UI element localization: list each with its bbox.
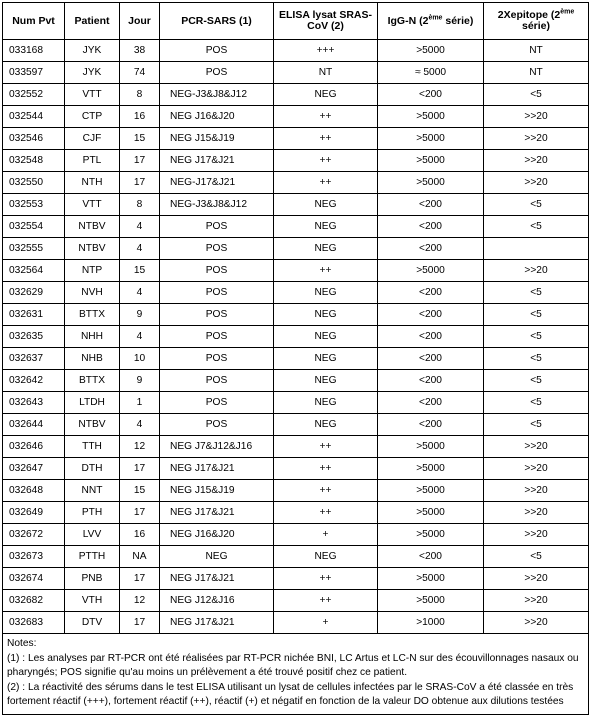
cell-num-pvt: 032554: [3, 216, 65, 238]
cell-2xepitope: >>20: [484, 458, 589, 480]
cell-patient: DTH: [65, 458, 120, 480]
cell-elisa: NEG: [274, 326, 378, 348]
table-row: [3, 84, 589, 106]
table-row: [3, 414, 589, 436]
cell-patient: NHH: [65, 326, 120, 348]
cell-2xepitope: >>20: [484, 150, 589, 172]
cell-iggn: <200: [378, 348, 484, 370]
cell-num-pvt: 032646: [3, 436, 65, 458]
cell-pcr: NEG: [160, 546, 274, 568]
cell-pcr: NEG J17&J21: [160, 150, 274, 172]
cell-2xepitope: >>20: [484, 172, 589, 194]
cell-patient: LTDH: [65, 392, 120, 414]
cell-num-pvt: 032643: [3, 392, 65, 414]
cell-pcr: POS: [160, 216, 274, 238]
cell-patient: BTTX: [65, 370, 120, 392]
cell-elisa: ++: [274, 568, 378, 590]
cell-pcr: POS: [160, 370, 274, 392]
cell-jour: 17: [120, 172, 160, 194]
cell-2xepitope: >>20: [484, 568, 589, 590]
cell-jour: 4: [120, 414, 160, 436]
cell-2xepitope: <5: [484, 216, 589, 238]
cell-elisa: ++: [274, 172, 378, 194]
cell-jour: 12: [120, 436, 160, 458]
cell-patient: NHB: [65, 348, 120, 370]
cell-num-pvt: 032544: [3, 106, 65, 128]
cell-jour: 17: [120, 458, 160, 480]
cell-num-pvt: 032642: [3, 370, 65, 392]
cell-pcr: POS: [160, 392, 274, 414]
cell-patient: PTTH: [65, 546, 120, 568]
cell-2xepitope: <5: [484, 304, 589, 326]
cell-pcr: NEG J17&J21: [160, 458, 274, 480]
cell-jour: 9: [120, 304, 160, 326]
cell-elisa: NEG: [274, 238, 378, 260]
cell-jour: 17: [120, 568, 160, 590]
cell-elisa: NEG: [274, 414, 378, 436]
header-xepi-tail: série): [521, 20, 551, 32]
cell-2xepitope: <5: [484, 348, 589, 370]
cell-patient: PTH: [65, 502, 120, 524]
cell-pcr: NEG-J3&J8&J12: [160, 84, 274, 106]
table-row: [3, 370, 589, 392]
cell-2xepitope: NT: [484, 62, 589, 84]
cell-elisa: ++: [274, 458, 378, 480]
cell-2xepitope: >>20: [484, 612, 589, 634]
cell-patient: DTV: [65, 612, 120, 634]
cell-iggn: >5000: [378, 502, 484, 524]
table-row: [3, 458, 589, 480]
cell-elisa: +++: [274, 40, 378, 62]
cell-patient: NTP: [65, 260, 120, 282]
cell-jour: 12: [120, 590, 160, 612]
cell-patient: VTT: [65, 84, 120, 106]
notes-box: [2, 634, 589, 715]
results-table-container: [2, 2, 588, 715]
cell-iggn: <200: [378, 414, 484, 436]
cell-num-pvt: 032673: [3, 546, 65, 568]
cell-iggn: >5000: [378, 480, 484, 502]
header-xepi-text: 2Xepitope (2: [497, 9, 561, 21]
cell-elisa: NT: [274, 62, 378, 84]
cell-patient: CTP: [65, 106, 120, 128]
table-row: [3, 260, 589, 282]
cell-num-pvt: 032629: [3, 282, 65, 304]
header-pcr: PCR-SARS (1): [160, 3, 274, 40]
table-row: [3, 590, 589, 612]
cell-num-pvt: 032647: [3, 458, 65, 480]
cell-2xepitope: >>20: [484, 502, 589, 524]
header-iggn-text: IgG-N (2: [387, 14, 429, 27]
cell-patient: NTH: [65, 172, 120, 194]
cell-num-pvt: 032564: [3, 260, 65, 282]
cell-patient: PNB: [65, 568, 120, 590]
table-row: [3, 194, 589, 216]
cell-jour: 74: [120, 62, 160, 84]
cell-iggn: ≈ 5000: [378, 62, 484, 84]
table-row: [3, 106, 589, 128]
cell-jour: 16: [120, 524, 160, 546]
cell-elisa: +: [274, 524, 378, 546]
table-row: [3, 216, 589, 238]
cell-pcr: NEG-J3&J8&J12: [160, 194, 274, 216]
cell-iggn: <200: [378, 282, 484, 304]
table-row: [3, 392, 589, 414]
cell-2xepitope: >>20: [484, 480, 589, 502]
cell-num-pvt: 032682: [3, 590, 65, 612]
header-row: [3, 3, 589, 40]
cell-iggn: <200: [378, 370, 484, 392]
cell-2xepitope: >>20: [484, 128, 589, 150]
note-2: (2) : La réactivité des sérums dans le test ELISA utilisant un lysat de cellules infectées par le SRAS-CoV a été classée en très fortement réactif (+++), fortement réactif (++), réactif (+) et négatif en fonction de la valeur DO obtenue aux dilutions testées: [7, 681, 574, 708]
cell-patient: VTH: [65, 590, 120, 612]
cell-iggn: <200: [378, 194, 484, 216]
cell-jour: 10: [120, 348, 160, 370]
cell-2xepitope: <5: [484, 546, 589, 568]
cell-pcr: NEG J15&J19: [160, 128, 274, 150]
cell-jour: 8: [120, 84, 160, 106]
cell-num-pvt: 032631: [3, 304, 65, 326]
cell-elisa: NEG: [274, 370, 378, 392]
cell-pcr: NEG J17&J21: [160, 568, 274, 590]
header-iggn-tail: série): [442, 14, 474, 27]
table-row: [3, 480, 589, 502]
cell-elisa: NEG: [274, 392, 378, 414]
cell-jour: 15: [120, 480, 160, 502]
cell-num-pvt: 032644: [3, 414, 65, 436]
cell-pcr: POS: [160, 238, 274, 260]
cell-jour: 15: [120, 128, 160, 150]
cell-2xepitope: <5: [484, 414, 589, 436]
table-row: [3, 282, 589, 304]
cell-patient: NNT: [65, 480, 120, 502]
cell-pcr: POS: [160, 414, 274, 436]
cell-pcr: POS: [160, 304, 274, 326]
cell-2xepitope: >>20: [484, 260, 589, 282]
cell-2xepitope: NT: [484, 40, 589, 62]
header-2xepitope: [484, 3, 589, 40]
cell-iggn: >5000: [378, 568, 484, 590]
cell-num-pvt: 032683: [3, 612, 65, 634]
cell-patient: CJF: [65, 128, 120, 150]
cell-jour: 4: [120, 216, 160, 238]
cell-num-pvt: 033597: [3, 62, 65, 84]
cell-jour: 9: [120, 370, 160, 392]
table-row: [3, 62, 589, 84]
cell-num-pvt: 032635: [3, 326, 65, 348]
results-table: [2, 2, 589, 634]
table-row: [3, 128, 589, 150]
cell-patient: VTT: [65, 194, 120, 216]
cell-num-pvt: 032548: [3, 150, 65, 172]
table-row: [3, 238, 589, 260]
note-1: (1) : Les analyses par RT-PCR ont été réalisées par RT-PCR nichée BNI, LC Artus et LC-N sur des écouvillonnages nasaux ou pharyngés; POS signifie qu'au moins un prélèvement a été trouvé positif chez ce patient.: [7, 652, 579, 679]
notes-title: Notes:: [7, 638, 37, 649]
cell-elisa: ++: [274, 106, 378, 128]
cell-elisa: +: [274, 612, 378, 634]
cell-patient: NTBV: [65, 238, 120, 260]
cell-pcr: POS: [160, 348, 274, 370]
cell-num-pvt: 032552: [3, 84, 65, 106]
cell-elisa: ++: [274, 480, 378, 502]
cell-iggn: >5000: [378, 150, 484, 172]
cell-iggn: >5000: [378, 260, 484, 282]
cell-pcr: NEG J15&J19: [160, 480, 274, 502]
cell-2xepitope: <5: [484, 84, 589, 106]
cell-elisa: NEG: [274, 194, 378, 216]
cell-num-pvt: 032550: [3, 172, 65, 194]
cell-jour: 4: [120, 238, 160, 260]
cell-iggn: >5000: [378, 40, 484, 62]
table-row: [3, 172, 589, 194]
cell-2xepitope: <5: [484, 392, 589, 414]
header-xepi-sup: ème: [560, 8, 575, 16]
header-patient: Patient: [65, 3, 120, 40]
cell-iggn: >5000: [378, 172, 484, 194]
cell-jour: 1: [120, 392, 160, 414]
cell-num-pvt: 032649: [3, 502, 65, 524]
cell-jour: 38: [120, 40, 160, 62]
cell-elisa: NEG: [274, 348, 378, 370]
cell-iggn: >5000: [378, 524, 484, 546]
table-row: [3, 40, 589, 62]
table-row: [3, 568, 589, 590]
cell-pcr: NEG J17&J21: [160, 502, 274, 524]
cell-iggn: >5000: [378, 436, 484, 458]
cell-patient: JYK: [65, 62, 120, 84]
cell-pcr: NEG J7&J12&J16: [160, 436, 274, 458]
cell-elisa: NEG: [274, 304, 378, 326]
cell-pcr: NEG J12&J16: [160, 590, 274, 612]
cell-pcr: POS: [160, 326, 274, 348]
cell-elisa: ++: [274, 128, 378, 150]
table-row: [3, 502, 589, 524]
cell-pcr: POS: [160, 260, 274, 282]
cell-pcr: POS: [160, 62, 274, 84]
cell-pcr: NEG J16&J20: [160, 106, 274, 128]
header-iggn-sup: ème: [428, 14, 443, 21]
cell-2xepitope: >>20: [484, 590, 589, 612]
cell-num-pvt: 032546: [3, 128, 65, 150]
cell-pcr: POS: [160, 282, 274, 304]
cell-patient: BTTX: [65, 304, 120, 326]
cell-2xepitope: <5: [484, 326, 589, 348]
cell-elisa: NEG: [274, 84, 378, 106]
cell-patient: JYK: [65, 40, 120, 62]
cell-num-pvt: 032637: [3, 348, 65, 370]
cell-jour: 15: [120, 260, 160, 282]
table-row: [3, 436, 589, 458]
cell-jour: 17: [120, 150, 160, 172]
cell-num-pvt: 033168: [3, 40, 65, 62]
cell-jour: 8: [120, 194, 160, 216]
cell-2xepitope: <5: [484, 370, 589, 392]
cell-pcr: POS: [160, 40, 274, 62]
table-row: [3, 150, 589, 172]
cell-patient: TTH: [65, 436, 120, 458]
cell-patient: LVV: [65, 524, 120, 546]
cell-elisa: ++: [274, 150, 378, 172]
cell-pcr: NEG-J17&J21: [160, 172, 274, 194]
cell-num-pvt: 032555: [3, 238, 65, 260]
cell-pcr: NEG J16&J20: [160, 524, 274, 546]
cell-pcr: NEG J17&J21: [160, 612, 274, 634]
cell-2xepitope: <5: [484, 194, 589, 216]
table-body: [3, 40, 589, 634]
cell-elisa: ++: [274, 502, 378, 524]
cell-2xepitope: <5: [484, 282, 589, 304]
table-row: [3, 612, 589, 634]
cell-patient: NVH: [65, 282, 120, 304]
cell-iggn: <200: [378, 326, 484, 348]
cell-num-pvt: 032648: [3, 480, 65, 502]
cell-iggn: >5000: [378, 458, 484, 480]
cell-jour: 4: [120, 326, 160, 348]
cell-patient: NTBV: [65, 216, 120, 238]
cell-iggn: <200: [378, 304, 484, 326]
cell-num-pvt: 032672: [3, 524, 65, 546]
cell-iggn: >5000: [378, 106, 484, 128]
cell-jour: 17: [120, 612, 160, 634]
cell-iggn: >5000: [378, 128, 484, 150]
header-jour: Jour: [120, 3, 160, 40]
cell-iggn: <200: [378, 216, 484, 238]
cell-2xepitope: >>20: [484, 524, 589, 546]
table-row: [3, 304, 589, 326]
cell-num-pvt: 032674: [3, 568, 65, 590]
cell-jour: 4: [120, 282, 160, 304]
cell-iggn: <200: [378, 84, 484, 106]
cell-2xepitope: [484, 238, 589, 260]
cell-elisa: NEG: [274, 282, 378, 304]
cell-patient: NTBV: [65, 414, 120, 436]
table-row: [3, 326, 589, 348]
cell-iggn: >5000: [378, 590, 484, 612]
cell-jour: 17: [120, 502, 160, 524]
cell-2xepitope: >>20: [484, 436, 589, 458]
table-row: [3, 348, 589, 370]
header-elisa: ELISA lysat SRAS-CoV (2): [274, 3, 378, 40]
cell-elisa: ++: [274, 260, 378, 282]
header-iggn: [378, 3, 484, 40]
header-num-pvt: Num Pvt: [3, 3, 65, 40]
table-row: [3, 524, 589, 546]
cell-iggn: <200: [378, 392, 484, 414]
cell-num-pvt: 032553: [3, 194, 65, 216]
cell-elisa: NEG: [274, 216, 378, 238]
cell-2xepitope: >>20: [484, 106, 589, 128]
cell-iggn: <200: [378, 546, 484, 568]
cell-jour: 16: [120, 106, 160, 128]
cell-jour: NA: [120, 546, 160, 568]
cell-iggn: <200: [378, 238, 484, 260]
cell-iggn: >1000: [378, 612, 484, 634]
cell-elisa: NEG: [274, 546, 378, 568]
cell-elisa: ++: [274, 590, 378, 612]
cell-patient: PTL: [65, 150, 120, 172]
table-row: [3, 546, 589, 568]
cell-elisa: ++: [274, 436, 378, 458]
